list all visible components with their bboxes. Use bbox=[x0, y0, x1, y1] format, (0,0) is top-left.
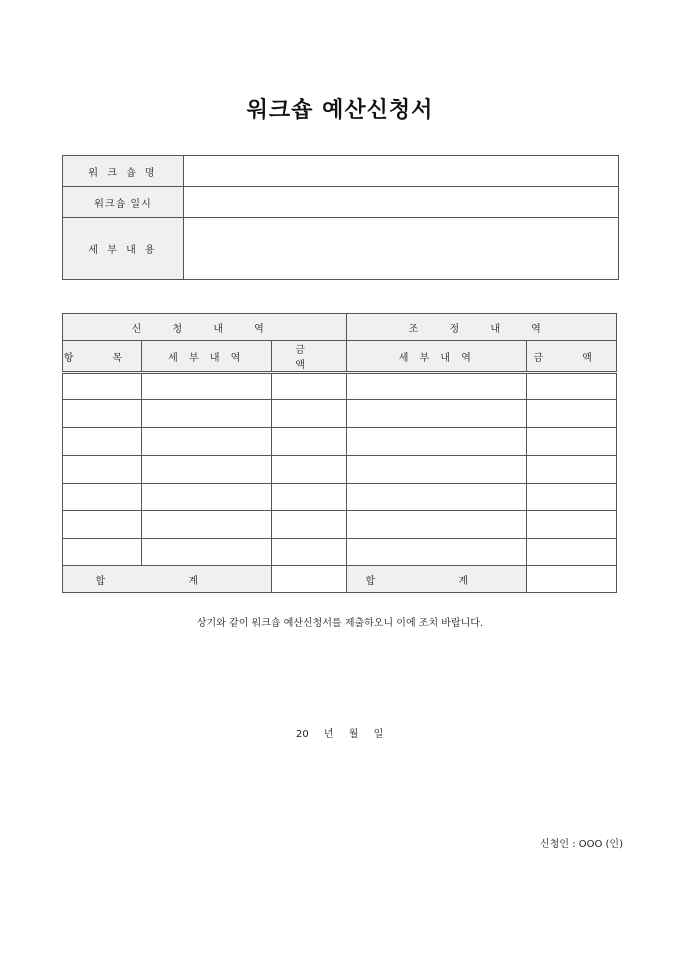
request-total-label: 합 계 bbox=[63, 566, 272, 593]
row-amount-cell[interactable] bbox=[271, 456, 347, 484]
col-adj-detail-header: 세 부 내 역 bbox=[347, 341, 527, 373]
row-amount-cell[interactable] bbox=[271, 428, 347, 456]
row-item-cell[interactable] bbox=[63, 511, 142, 539]
row-adj-amount-cell[interactable] bbox=[527, 428, 617, 456]
row-adj-detail-cell[interactable] bbox=[347, 400, 527, 428]
row-adj-amount-cell[interactable] bbox=[527, 373, 617, 400]
row-adj-detail-cell[interactable] bbox=[347, 456, 527, 484]
workshop-name-label: 워 크 숍 명 bbox=[63, 156, 184, 187]
row-item-cell[interactable] bbox=[63, 428, 142, 456]
table-row bbox=[63, 539, 617, 566]
adjust-total-label: 합 계 bbox=[347, 566, 527, 593]
workshop-detail-label: 세 부 내 용 bbox=[63, 218, 184, 280]
row-adj-detail-cell[interactable] bbox=[347, 373, 527, 400]
request-section-header: 신 청 내 역 bbox=[63, 314, 347, 341]
row-adj-detail-cell[interactable] bbox=[347, 428, 527, 456]
workshop-detail-field[interactable] bbox=[184, 218, 619, 280]
adjust-section-header: 조 정 내 역 bbox=[347, 314, 617, 341]
row-adj-amount-cell[interactable] bbox=[527, 511, 617, 539]
row-amount-cell[interactable] bbox=[271, 539, 347, 566]
row-amount-cell[interactable] bbox=[271, 511, 347, 539]
table-row bbox=[63, 456, 617, 484]
row-amount-cell[interactable] bbox=[271, 400, 347, 428]
workshop-name-field[interactable] bbox=[184, 156, 619, 187]
workshop-info-table bbox=[62, 155, 619, 280]
row-detail-cell[interactable] bbox=[141, 400, 271, 428]
row-detail-cell[interactable] bbox=[141, 373, 271, 400]
row-detail-cell[interactable] bbox=[141, 428, 271, 456]
row-detail-cell[interactable] bbox=[141, 456, 271, 484]
col-detail-header: 세 부 내 역 bbox=[141, 341, 271, 373]
submission-notice: 상기와 같이 워크숍 예산신청서를 제출하오니 이에 조치 바랍니다. bbox=[196, 618, 484, 629]
row-amount-cell[interactable] bbox=[271, 484, 347, 511]
table-row bbox=[63, 484, 617, 511]
workshop-date-field[interactable] bbox=[184, 187, 619, 218]
row-adj-amount-cell[interactable] bbox=[527, 456, 617, 484]
row-detail-cell[interactable] bbox=[141, 539, 271, 566]
row-item-cell[interactable] bbox=[63, 456, 142, 484]
row-adj-amount-cell[interactable] bbox=[527, 400, 617, 428]
table-row bbox=[63, 511, 617, 539]
row-adj-amount-cell[interactable] bbox=[527, 539, 617, 566]
row-adj-detail-cell[interactable] bbox=[347, 539, 527, 566]
applicant-signature: 신청인 : OOO (인) bbox=[540, 839, 623, 850]
col-amount-header: 금 액 bbox=[271, 341, 347, 373]
row-item-cell[interactable] bbox=[63, 400, 142, 428]
table-row bbox=[63, 428, 617, 456]
date-line: 20 년 월 일 bbox=[296, 729, 384, 740]
budget-table bbox=[62, 313, 617, 593]
row-adj-amount-cell[interactable] bbox=[527, 484, 617, 511]
row-item-cell[interactable] bbox=[63, 373, 142, 400]
row-item-cell[interactable] bbox=[63, 539, 142, 566]
table-row bbox=[63, 373, 617, 400]
request-total-value[interactable] bbox=[271, 566, 347, 593]
row-detail-cell[interactable] bbox=[141, 511, 271, 539]
document-title: 워크숍 예산신청서 bbox=[246, 98, 434, 123]
adjust-total-value[interactable] bbox=[527, 566, 617, 593]
workshop-date-label: 워크숍 일시 bbox=[63, 187, 184, 218]
col-item-header: 항 목 bbox=[63, 341, 142, 373]
row-adj-detail-cell[interactable] bbox=[347, 511, 527, 539]
row-amount-cell[interactable] bbox=[271, 373, 347, 400]
table-row bbox=[63, 400, 617, 428]
row-adj-detail-cell[interactable] bbox=[347, 484, 527, 511]
row-item-cell[interactable] bbox=[63, 484, 142, 511]
row-detail-cell[interactable] bbox=[141, 484, 271, 511]
col-adj-amount-header: 금 액 bbox=[527, 341, 617, 373]
